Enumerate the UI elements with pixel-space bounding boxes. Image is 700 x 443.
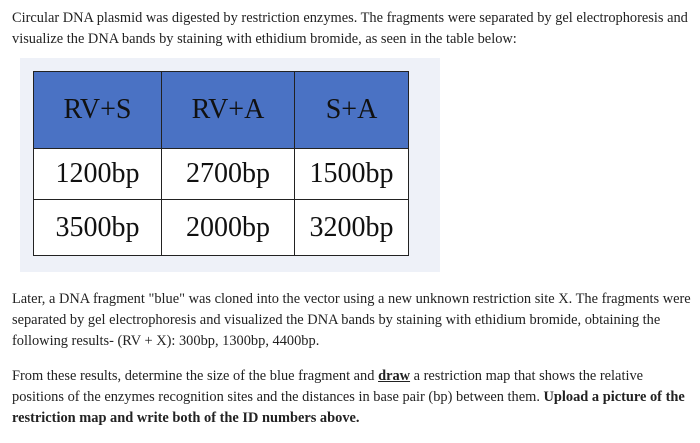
header-s-a: S+A <box>295 72 409 149</box>
table-row <box>34 149 409 200</box>
intro-paragraph: Circular DNA plasmid was digested by restriction enzymes. The fragments were separated by gel electrophoresis and visualize the DNA bands by staining with ethidium bromide, as seen in the table below: <box>12 10 688 47</box>
table-cell: 2000bp <box>162 200 295 256</box>
table-header-row <box>34 72 409 149</box>
task-upload-instruction: Upload a picture of the restriction map and write both of the ID numbers above. <box>12 389 685 426</box>
table-cell: 1500bp <box>295 149 409 200</box>
table-cell: 3200bp <box>295 200 409 256</box>
header-rv-a: RV+A <box>162 72 295 149</box>
later-paragraph: Later, a DNA fragment "blue" was cloned into the vector using a new unknown restriction site X. The fragments were separated by gel electrophoresis and visualized the DNA bands by staining with ethidium bromide, obtaining the following results- (RV + X): 300bp, 1300bp, 4400bp. <box>12 291 691 349</box>
gel-results-table <box>33 71 409 256</box>
task-text-part2: a restriction map that shows the relative positions of the enzymes recognition sites and the distances in base pair (bp) between them. <box>12 368 644 405</box>
table-cell: 2700bp <box>162 149 295 200</box>
table-cell: 1200bp <box>34 149 162 200</box>
table-cell: 3500bp <box>34 200 162 256</box>
header-rv-s: RV+S <box>34 72 162 149</box>
gel-results-table-frame <box>20 58 440 272</box>
task-draw-word: draw <box>378 368 411 384</box>
table-row <box>34 200 409 256</box>
task-text-part1: From these results, determine the size of the blue fragment and <box>12 368 379 384</box>
task-paragraph <box>12 366 696 429</box>
